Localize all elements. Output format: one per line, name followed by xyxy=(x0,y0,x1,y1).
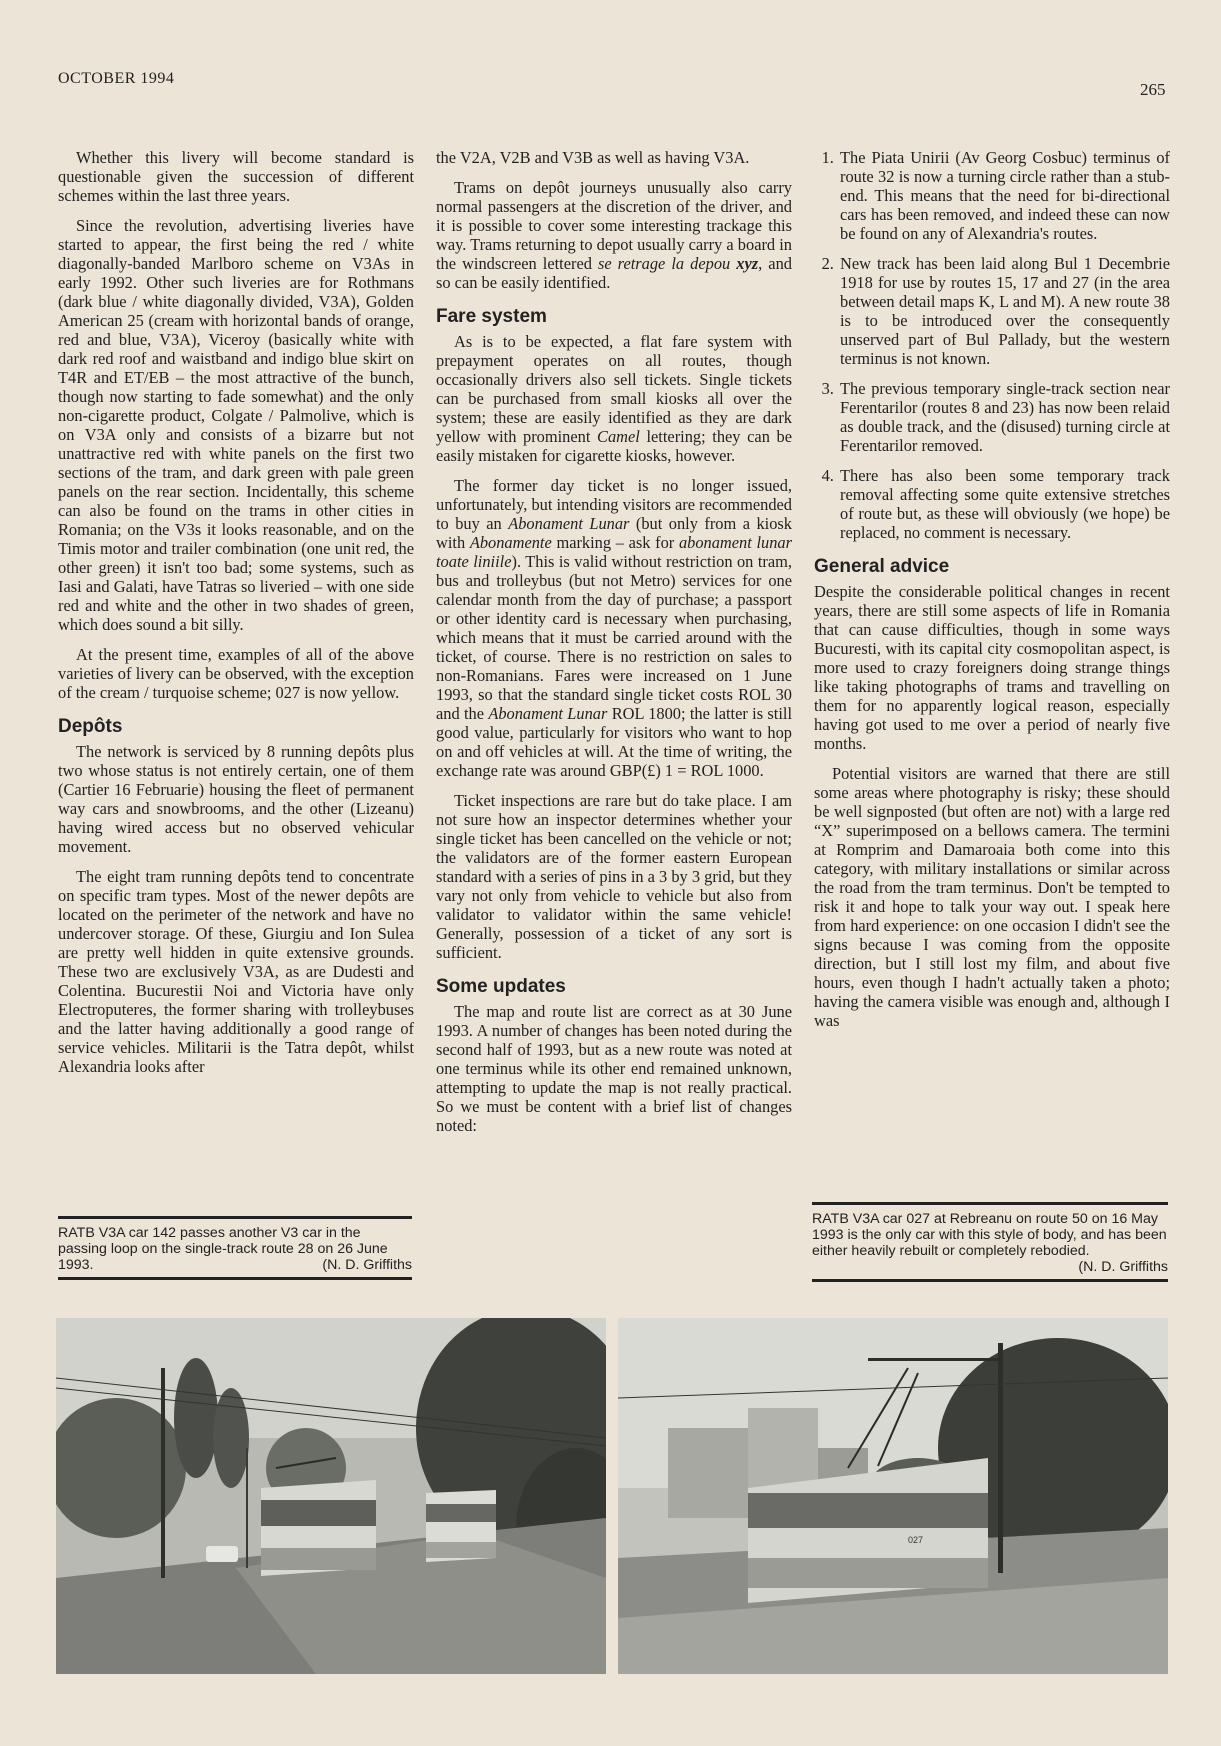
tram-number: 027 xyxy=(908,1535,924,1545)
italic-text: Abonament Lunar xyxy=(508,514,630,533)
text-run: The former day ticket is no longer issued, unfortunately, but intending visitors are recommended to buy an xyxy=(436,476,792,533)
italic-text: abonament lunar toate liniile xyxy=(436,533,792,571)
column-1 xyxy=(58,148,414,1087)
photo-caption-left xyxy=(58,1216,412,1280)
photo-tram-142-passing-loop xyxy=(56,1318,606,1674)
paragraph: the V2A, V2B and V3B as well as having V3A. xyxy=(436,148,750,167)
photo-tram-027-rebreanu xyxy=(618,1318,1168,1674)
italic-text: se retrage la depou xyxy=(597,254,731,273)
paragraph: The network is serviced by 8 running depôts plus two whose status is not entirely certain, one of them (Cartier 16 Februarie) housing the fleet of permanent way cars and snowbrooms, and the other (Lizeanu) having wired access but no observed vehicular movement. xyxy=(58,742,414,856)
paragraph: Ticket inspections are rare but do take place. I am not sure how an inspector determines whether your single ticket has been cancelled on the vehicle or not; the validators are of the former eastern European standard with a series of pins in a 3 by 3 grid, but they vary not only from vehicle to vehicle but also from validator to validator within the same vehicle! Generally, possession of a ticket of any sort is sufficient. xyxy=(436,791,792,962)
italic-text: xyz xyxy=(730,254,759,273)
text-run: ROL 1800; the latter is still good value, particularly for visitors who want to hop on and off vehicles at will. At the time of writing, the exchange rate was around GBP(£) 1 = ROL 1000. xyxy=(436,704,792,780)
caption-text: RATB V3A car 142 passes another V3 car in the passing loop on the single-track route 28 on 26 June 1993. xyxy=(58,1225,388,1273)
paragraph: Whether this livery will become standard is questionable given the succession of different schemes within the last three years. xyxy=(58,148,414,205)
section-heading-fare-system: Fare system xyxy=(436,306,547,327)
paragraph: The eight tram running depôts tend to concentrate on specific tram types. Most of the newer depôts are located on the perimeter of the network and have no undercover storage. Of these, Giurgiu and Ion Sulea are pretty well hidden in quite extensive grounds. These two are exclusively V3A, as are Dudesti and Colentina. Bucurestii Noi and Victoria have only Electroputeres, the former sharing with trolleybuses and the latter having additionally a good range of service vehicles. Militarii is the Tatra depôt, whilst Alexandria looks after xyxy=(58,867,414,1076)
list-item: 2. New track has been laid along Bul 1 Decembrie 1918 for use by routes 15, 17 and 27 (in the area between detail maps K, L and M). A new route 38 is to be introduced over the consequently unserved part of Bul Pallady, but the western terminus is not known. xyxy=(838,254,1170,368)
italic-text: Camel xyxy=(597,427,640,446)
section-heading-general-advice: General advice xyxy=(814,556,950,577)
text-run: ). This is valid without restriction on tram, bus and trolleybus (but not Metro) services for one calendar month from the day of purchase; a passport or other identity card is necessary when purchasing, which means that it must be carried around with the ticket, of course. There is no restriction on sales to non-Romanians. Fares were increased on 1 June 1993, so that the standard single ticket costs ROL 30 and the xyxy=(436,552,792,723)
list-item: 4. There has also been some temporary track removal affecting some quite extensive stretches of route but, as these will obviously (we hope) be replaced, no comment is necessary. xyxy=(838,466,1170,542)
paragraph: Despite the considerable political changes in recent years, there are still some aspects of life in Romania that can cause difficulties, though in some ways Bucuresti, with its capital city cosmopolitan aspect, is more used to crazy foreigners doing strange things like taking photographs of trams and travelling on them for no apparently logical reason, especially having got used to me over a period of nearly five months. xyxy=(814,582,1170,753)
column-3 xyxy=(814,148,1170,1041)
column-2 xyxy=(436,148,792,1146)
paragraph xyxy=(436,476,792,780)
photo-caption-right xyxy=(812,1202,1168,1282)
paragraph: The map and route list are correct as at 30 June 1993. A number of changes has been noted during the second half of 1993, but as a new route was noted at one terminus while its other end remained unknown, attempting to update the map is not really practical. So we must be content with a brief list of changes noted: xyxy=(436,1002,792,1135)
list-item: 1. The Piata Unirii (Av Georg Cosbuc) terminus of route 32 is now a turning circle rather than a stub-end. This means that the need for bi-directional cars has been removed, and indeed these can now be found on any of Alexandria's routes. xyxy=(838,148,1170,243)
paragraph xyxy=(436,178,792,292)
photo-illustration xyxy=(56,1318,606,1674)
text-run: marking – ask for xyxy=(551,533,679,552)
text-run: (but only from a kiosk with xyxy=(436,514,792,552)
italic-text: Abonamente xyxy=(469,533,552,552)
paragraph: At the present time, examples of all of the above varieties of livery can be observed, with the exception of the cream / turquoise scheme; 027 is now yellow. xyxy=(58,645,414,702)
updates-list xyxy=(814,148,1170,542)
text-run: , and so can be easily identified. xyxy=(436,254,792,292)
text-run: lettering; they can be easily mistaken for cigarette kiosks, however. xyxy=(436,427,792,465)
italic-text: Abonament Lunar xyxy=(488,704,608,723)
running-head-date: OCTOBER 1994 xyxy=(58,70,175,87)
caption-text: RATB V3A car 027 at Rebreanu on route 50 on 16 May 1993 is the only car with this style of body, and has been either heavily rebuilt or completely rebodied. xyxy=(812,1211,1167,1259)
text-run: As is to be expected, a flat fare system with prepayment operates on all routes, though occasionally drivers also sell tickets. Single tickets can be purchased from small kiosks all over the system; these are easily identified as they are dark yellow with prominent xyxy=(436,332,792,446)
section-heading-depots: Depôts xyxy=(58,716,123,737)
text-run: Trams on depôt journeys unusually also carry normal passengers at the discretion of the driver, and it is possible to cover some interesting trackage this way. Trams returning to depot usually carry a board in the windscreen lettered xyxy=(436,178,792,273)
photo-illustration xyxy=(618,1318,1168,1674)
paragraph: Potential visitors are warned that there are still some areas where photography is risky; these should be well signposted (but often are not) with a large red “X” superimposed on a bellows camera. The termini at Romprim and Damaroaia both come into this category, with military installations or similar across the road from the tram terminus. Don't be tempted to risk it and hope to talk your way out. I speak here from hard experience: on one occasion I didn't see the signs because I was coming from the opposite direction, but I still lost my film, and about five hours, even though I hadn't actually taken a photo; having the camera visible was enough and, although I was xyxy=(814,764,1170,1030)
page-number: 265 xyxy=(1140,80,1166,99)
paragraph xyxy=(436,332,792,465)
photo-credit: (N. D. Griffiths xyxy=(322,1257,412,1273)
photo-credit: (N. D. Griffiths xyxy=(1078,1259,1168,1275)
paragraph: Since the revolution, advertising liveries have started to appear, the first being the red / white diagonally-banded Marlboro scheme on V3As in early 1992. Other such liveries are for Rothmans (dark blue / white diagonally divided, V3A), Golden American 25 (cream with horizontal bands of orange, red and blue, V3A), Viceroy (basically white with dark red roof and waistband and indigo blue skirt on T4R and ET/EB – the most attractive of the bunch, though now starting to fade somewhat) and the only non-cigarette product, Colgate / Palmolive, which is on V3A only and consists of a bizarre but not unattractive red with white panels on the first two sections of the tram, and dark green with pale green panels on the rear section. Incidentally, this scheme can also be found on the trams in other cities in Romania; on the V3s it looks reasonable, and on the Timis motor and trailer combination (one unit red, the other green) it isn't too bad; some systems, such as Iasi and Galati, have Tatras so liveried – with one side red and white and the other in two shades of green, which does sound a bit silly. xyxy=(58,216,414,634)
section-heading-some-updates: Some updates xyxy=(436,976,566,997)
list-item: 3. The previous temporary single-track section near Ferentarilor (routes 8 and 23) has now been relaid as double track, and the (disused) turning circle at Ferentarilor removed. xyxy=(838,379,1170,455)
